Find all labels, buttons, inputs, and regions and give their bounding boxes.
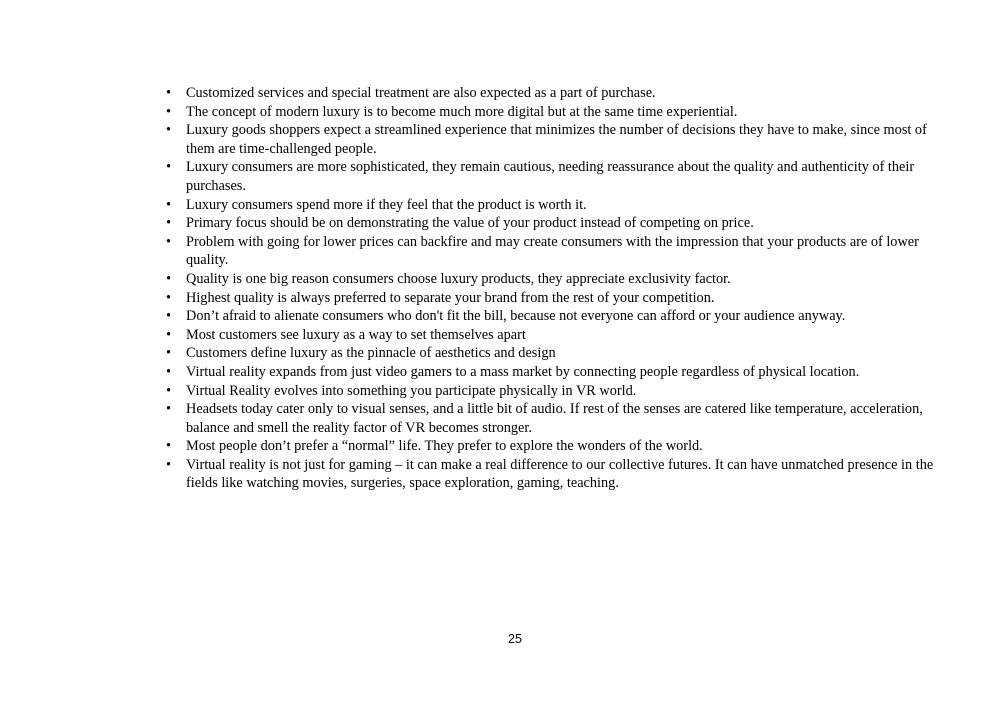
list-item: • Problem with going for lower prices can backfire and may create consumers with the impression that your products are of lower quality. bbox=[165, 233, 935, 270]
list-item: • Customized services and special treatment are also expected as a part of purchase. bbox=[165, 84, 935, 103]
list-item: • Most customers see luxury as a way to set themselves apart bbox=[165, 326, 935, 345]
list-item: • Headsets today cater only to visual senses, and a little bit of audio. If rest of the senses are catered like temperature, acceleration, balance and smell the reality factor of VR becomes stronger. bbox=[165, 400, 935, 437]
list-item: • Customers define luxury as the pinnacle of aesthetics and design bbox=[165, 344, 935, 363]
list-item: • Don’t afraid to alienate consumers who don't fit the bill, because not everyone can afford or your audience anyway. bbox=[165, 307, 935, 326]
list-item: • Luxury consumers spend more if they feel that the product is worth it. bbox=[165, 196, 935, 215]
list-item: • Quality is one big reason consumers choose luxury products, they appreciate exclusivity factor. bbox=[165, 270, 935, 289]
list-item: • Highest quality is always preferred to separate your brand from the rest of your competition. bbox=[165, 289, 935, 308]
list-item: • Virtual reality is not just for gaming – it can make a real difference to our collective futures. It can have unmatched presence in the fields like watching movies, surgeries, space exploration, gaming, teaching. bbox=[165, 456, 935, 493]
list-item: • Most people don’t prefer a “normal” life. They prefer to explore the wonders of the world. bbox=[165, 437, 935, 456]
list-item: • Luxury consumers are more sophisticated, they remain cautious, needing reassurance about the quality and authenticity of their purchases. bbox=[165, 158, 935, 195]
bullet-list bbox=[165, 84, 935, 493]
list-item: • Primary focus should be on demonstrating the value of your product instead of competing on price. bbox=[165, 214, 935, 233]
list-item: • Virtual Reality evolves into something you participate physically in VR world. bbox=[165, 382, 935, 401]
list-item: • The concept of modern luxury is to become much more digital but at the same time experiential. bbox=[165, 103, 935, 122]
list-item: • Virtual reality expands from just video gamers to a mass market by connecting people regardless of physical location. bbox=[165, 363, 935, 382]
list-item: • Luxury goods shoppers expect a streamlined experience that minimizes the number of decisions they have to make, since most of them are time-challenged people. bbox=[165, 121, 935, 158]
page-number: 25 bbox=[508, 632, 522, 646]
